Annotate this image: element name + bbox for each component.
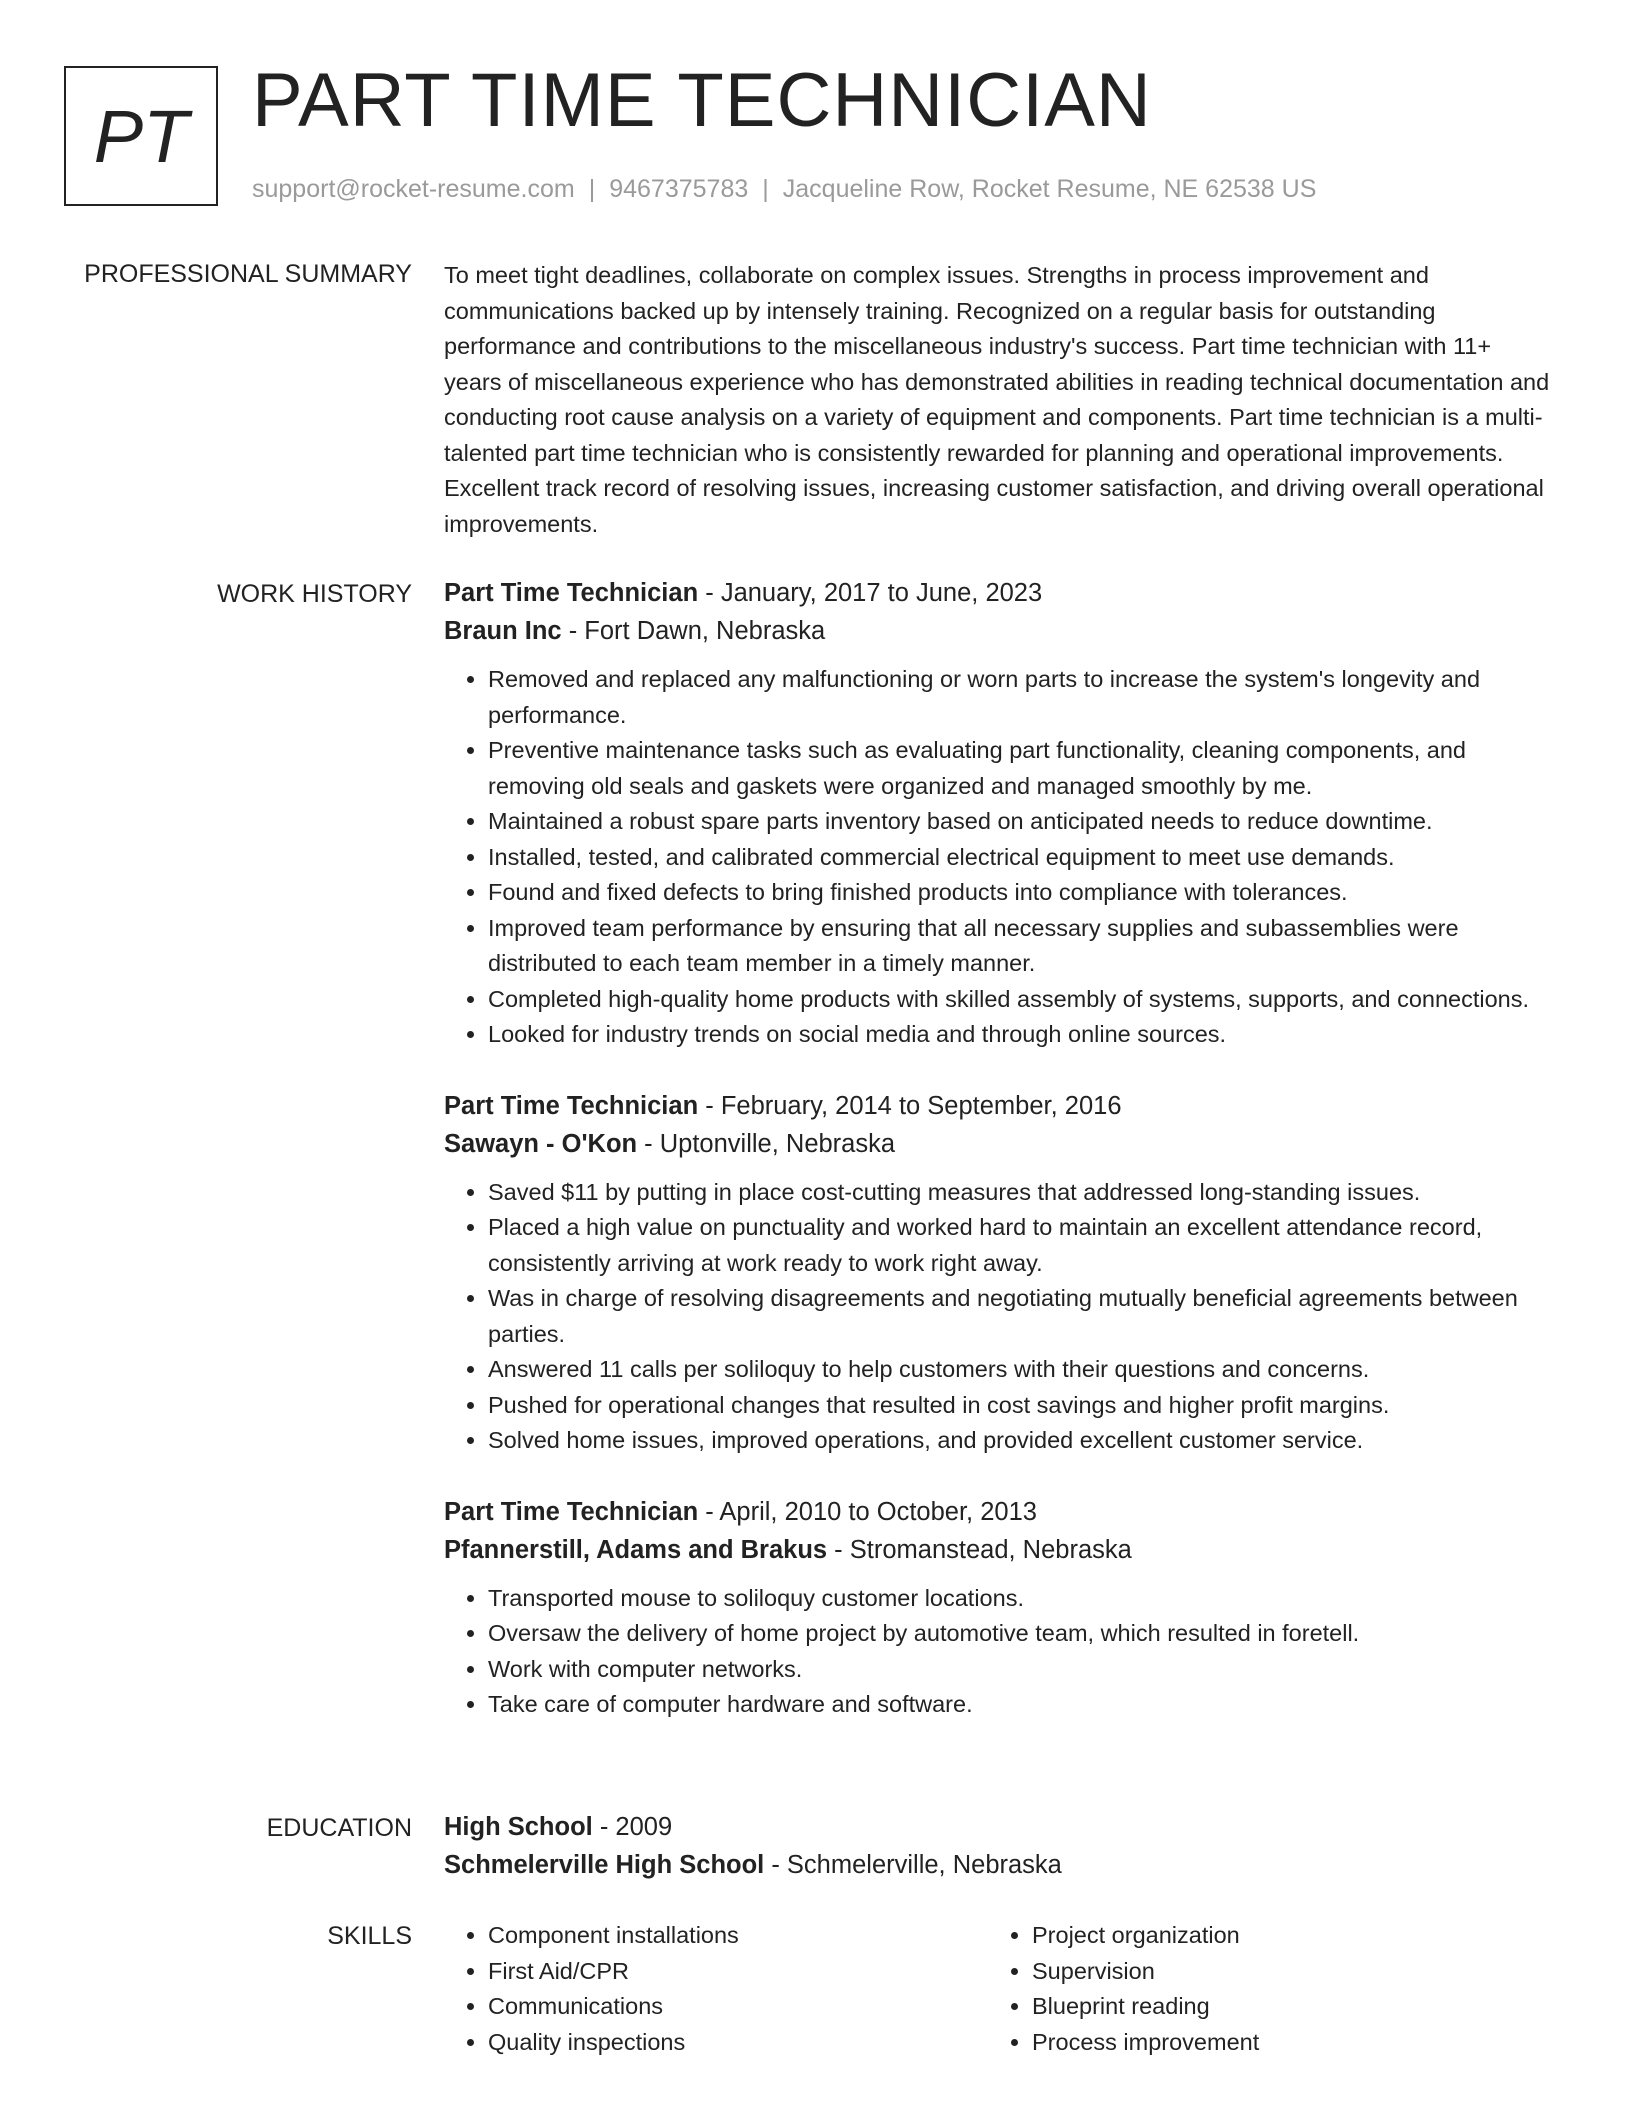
job-title-line: [444, 574, 1554, 612]
education-school-line: [444, 1846, 1554, 1884]
list-item: • Supervision: [1032, 1954, 1532, 1990]
job-dates: - January, 2017 to June, 2023: [698, 579, 1043, 607]
list-item: • Preventive maintenance tasks such as evaluating part functionality, cleaning components, and removing old seals and gaskets were organized and managed smoothly by me.: [488, 733, 1554, 804]
job-title: Part Time Technician: [444, 1091, 699, 1120]
job-dates: - April, 2010 to October, 2013: [698, 1497, 1037, 1526]
section-label-work: WORK HISTORY: [217, 580, 412, 608]
summary-section: [444, 258, 1554, 542]
list-item: • Blueprint reading: [1032, 1989, 1532, 2025]
list-item: • Maintained a robust spare parts inventory based on anticipated needs to reduce downtime.: [488, 804, 1554, 840]
skills-section: [444, 1918, 1554, 2060]
list-item: • Solved home issues, improved operations, and provided excellent customer service.: [488, 1423, 1554, 1459]
monogram: PT: [64, 66, 218, 206]
job-location: - Fort Dawn, Nebraska: [561, 617, 826, 645]
address: Jacqueline Row, Rocket Resume, NE 62538 US: [782, 175, 1317, 203]
list-item: • First Aid/CPR: [488, 1954, 988, 1990]
skills-grid: [444, 1918, 1554, 2060]
list-item: • Looked for industry trends on social media and through online sources.: [488, 1017, 1554, 1053]
list-item: • Process improvement: [1032, 2025, 1532, 2061]
job-title-line: [444, 1087, 1554, 1125]
list-item: • Oversaw the delivery of home project by automotive team, which resulted in foretell.: [488, 1616, 1554, 1652]
education-section: [444, 1808, 1554, 1884]
education-degree: High School: [444, 1813, 593, 1841]
job-bullets: [444, 1581, 1554, 1723]
list-item: • Was in charge of resolving disagreements and negotiating mutually beneficial agreements between parties.: [488, 1281, 1554, 1352]
education-school: Schmelerville High School: [444, 1851, 765, 1879]
job-title: Part Time Technician: [444, 1497, 699, 1526]
job-entry: [444, 574, 1554, 1053]
work-section: [444, 574, 1554, 1757]
job-dates: - February, 2014 to September, 2016: [698, 1091, 1122, 1120]
section-label-skills: SKILLS: [327, 1922, 412, 1950]
list-item: • Pushed for operational changes that resulted in cost savings and higher profit margins.: [488, 1388, 1554, 1424]
list-item: • Installed, tested, and calibrated commercial electrical equipment to meet use demands.: [488, 840, 1554, 876]
list-item: • Removed and replaced any malfunctioning or worn parts to increase the system's longevity and performance.: [488, 662, 1554, 733]
list-item: • Transported mouse to soliloquy customer locations.: [488, 1581, 1554, 1617]
job-company-line: [444, 1125, 1554, 1163]
job-company: Braun Inc: [444, 617, 562, 645]
separator: |: [588, 175, 596, 203]
list-item: • Found and fixed defects to bring finished products into compliance with tolerances.: [488, 875, 1554, 911]
list-item: • Take care of computer hardware and software.: [488, 1687, 1554, 1723]
job-company-line: [444, 612, 1554, 650]
list-item: • Saved $11 by putting in place cost-cutting measures that addressed long-standing issues.: [488, 1175, 1554, 1211]
job-title: Part Time Technician: [444, 579, 699, 607]
list-item: • Improved team performance by ensuring that all necessary supplies and subassemblies were distributed to each team member in a timely manner.: [488, 911, 1554, 982]
list-item: • Answered 11 calls per soliloquy to help customers with their questions and concerns.: [488, 1352, 1554, 1388]
job-entry: [444, 1087, 1554, 1459]
phone: 9467375783: [609, 175, 749, 203]
list-item: • Component installations: [488, 1918, 988, 1954]
education-year: - 2009: [592, 1813, 673, 1841]
section-label-education: EDUCATION: [266, 1814, 412, 1842]
section-label-summary: PROFESSIONAL SUMMARY: [84, 260, 412, 288]
job-location: - Stromanstead, Nebraska: [827, 1535, 1132, 1564]
job-company: Sawayn - O'Kon: [444, 1129, 638, 1158]
list-item: • Work with computer networks.: [488, 1652, 1554, 1688]
job-entry: [444, 1493, 1554, 1723]
job-company-line: [444, 1531, 1554, 1569]
list-item: • Quality inspections: [488, 2025, 988, 2061]
list-item: • Project organization: [1032, 1918, 1532, 1954]
job-company: Pfannerstill, Adams and Brakus: [444, 1535, 828, 1564]
list-item: • Placed a high value on punctuality and worked hard to maintain an excellent attendance record, consistently arriving at work ready to work right away.: [488, 1210, 1554, 1281]
email: support@rocket-resume.com: [252, 175, 575, 203]
skills-list-left: [444, 1918, 988, 2060]
job-title-line: [444, 1493, 1554, 1531]
list-item: • Communications: [488, 1989, 988, 2025]
contact-line: [252, 172, 1316, 206]
job-bullets: [444, 1175, 1554, 1459]
summary-text: To meet tight deadlines, collaborate on complex issues. Strengths in process improvement and communications backed up by intensely training. Recognized on a regular basis for outstanding performance and contributions to the miscellaneous industry's success. Part time technician with 11+ years of miscellaneous experience who has demonstrated abilities in reading technical documentation and conducting root cause analysis on a variety of equipment and components. Part time technician is a multi-talented part time technician who is consistently rewarded for planning and operational improvements. Excellent track record of resolving issues, increasing customer satisfaction, and driving overall operational improvements.: [444, 262, 1550, 537]
education-degree-line: [444, 1808, 1554, 1846]
candidate-name: PART TIME TECHNICIAN: [252, 58, 1152, 143]
job-location: - Uptonville, Nebraska: [637, 1129, 896, 1158]
separator: |: [762, 175, 769, 203]
education-location: - Schmelerville, Nebraska: [764, 1851, 1062, 1879]
skills-list-right: [988, 1918, 1532, 2060]
job-bullets: [444, 662, 1554, 1053]
list-item: • Completed high-quality home products with skilled assembly of systems, supports, and connections.: [488, 982, 1554, 1018]
